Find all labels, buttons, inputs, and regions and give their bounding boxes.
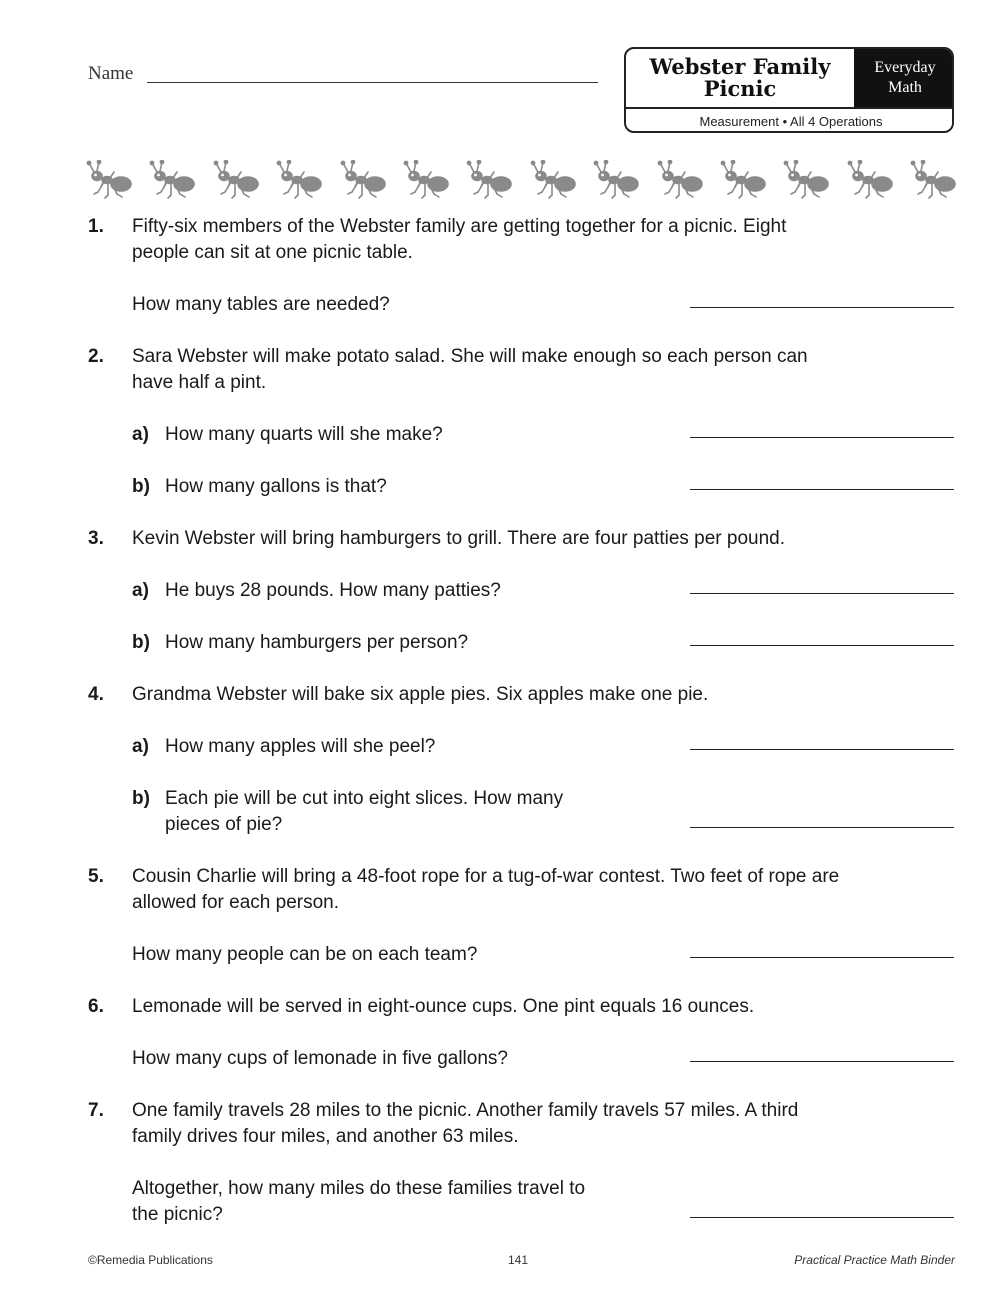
ant-icon: [847, 160, 899, 204]
question-text: One family travels 28 miles to the picnic. Another family travels 57 miles. A third: [132, 1100, 799, 1121]
ant-icon: [530, 160, 582, 204]
answer-line[interactable]: [690, 307, 954, 308]
ant-icon: [466, 160, 518, 204]
question-number: 1.: [88, 216, 104, 237]
question-text: Cousin Charlie will bring a 48-foot rope for a tug-of-war contest. Two feet of rope are: [132, 866, 840, 887]
answer-line[interactable]: [690, 489, 954, 490]
question-prompt: Altogether, how many miles do these families travel to: [132, 1178, 586, 1199]
title-line-1: Webster Family: [649, 54, 831, 79]
ant-icon: [86, 160, 138, 204]
question-text: Fifty-six members of the Webster family are getting together for a picnic. Eight: [132, 216, 787, 237]
part-text: Each pie will be cut into eight slices. How many: [165, 788, 564, 809]
ant-icon: [657, 160, 709, 204]
question-prompt: How many tables are needed?: [132, 294, 390, 315]
answer-line[interactable]: [690, 827, 954, 828]
name-label: Name: [88, 63, 134, 84]
part-letter: b): [132, 632, 150, 653]
answer-line[interactable]: [690, 749, 954, 750]
part-text: How many hamburgers per person?: [165, 632, 469, 653]
question-text: allowed for each person.: [132, 892, 340, 913]
question-number: 5.: [88, 866, 104, 887]
question-text: have half a pint.: [132, 372, 267, 393]
answer-line[interactable]: [690, 645, 954, 646]
question-text: Grandma Webster will bake six apple pies. Six apples make one pie.: [132, 684, 709, 705]
answer-line[interactable]: [690, 1217, 954, 1218]
question-number: 4.: [88, 684, 104, 705]
part-text: pieces of pie?: [165, 814, 283, 835]
footer-book-title: Practical Practice Math Binder: [794, 1253, 955, 1267]
ant-icon: [276, 160, 328, 204]
question-text: Kevin Webster will bring hamburgers to grill. There are four patties per pound.: [132, 528, 786, 549]
ant-icon: [340, 160, 392, 204]
question-prompt: How many people can be on each team?: [132, 944, 478, 965]
question-prompt: How many cups of lemonade in five gallons?: [132, 1048, 508, 1069]
part-letter: a): [132, 736, 149, 757]
question-number: 7.: [88, 1100, 104, 1121]
part-text: How many gallons is that?: [165, 476, 387, 497]
ant-icon: [149, 160, 201, 204]
answer-line[interactable]: [690, 593, 954, 594]
question-text: Lemonade will be served in eight-ounce cups. One pint equals 16 ounces.: [132, 996, 755, 1017]
part-text: How many quarts will she make?: [165, 424, 443, 445]
ant-icon: [910, 160, 962, 204]
ant-border: [86, 160, 961, 204]
question-text: family drives four miles, and another 63 miles.: [132, 1126, 519, 1147]
worksheet-title: [626, 49, 854, 107]
question-prompt: the picnic?: [132, 1204, 223, 1225]
answer-line[interactable]: [690, 437, 954, 438]
part-text: He buys 28 pounds. How many patties?: [165, 580, 501, 601]
part-letter: a): [132, 424, 149, 445]
question-number: 3.: [88, 528, 104, 549]
part-letter: b): [132, 476, 150, 497]
part-text: How many apples will she peel?: [165, 736, 436, 757]
ant-icon: [403, 160, 455, 204]
footer-copyright: ©Remedia Publications: [88, 1253, 213, 1267]
ant-icon: [783, 160, 835, 204]
answer-line[interactable]: [690, 1061, 954, 1062]
series-line-1: Everyday: [874, 59, 936, 76]
ant-icon: [213, 160, 265, 204]
title-line-2: Picnic: [703, 76, 777, 101]
series-line-2: Math: [888, 79, 922, 96]
question-number: 2.: [88, 346, 104, 367]
answer-line[interactable]: [690, 957, 954, 958]
ant-icon: [593, 160, 645, 204]
question-number: 6.: [88, 996, 104, 1017]
series-label: [854, 49, 954, 107]
part-letter: a): [132, 580, 149, 601]
question-text: people can sit at one picnic table.: [132, 242, 413, 263]
worksheet-subtitle: Measurement • All 4 Operations: [626, 107, 954, 133]
part-letter: b): [132, 788, 150, 809]
question-text: Sara Webster will make potato salad. She will make enough so each person can: [132, 346, 808, 367]
name-field-line[interactable]: [147, 82, 598, 83]
title-box: [624, 47, 954, 133]
page-number: 141: [508, 1253, 529, 1267]
ant-icon: [720, 160, 772, 204]
